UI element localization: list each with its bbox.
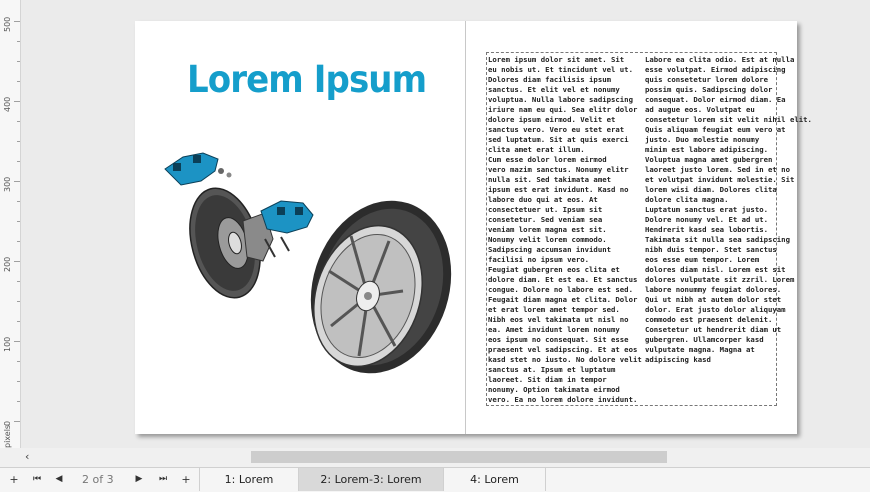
scroll-left-icon[interactable]: ‹: [25, 450, 30, 463]
ruler-tick: [17, 241, 20, 242]
ruler-tick: [17, 141, 20, 142]
page-title[interactable]: Lorem Ipsum: [187, 58, 427, 101]
ruler-tick: [17, 121, 20, 122]
ruler-tick: [14, 21, 20, 22]
horizontal-scrollbar[interactable]: [21, 449, 870, 466]
ruler-tick: [17, 381, 20, 382]
ruler-label: 300: [3, 176, 12, 192]
text-column-1: Lorem ipsum dolor sit amet. Sit eu nobis ut. Et tincidunt vel ut. Dolores diam facilisis ipsum sanctus. Et elit vel et nonumy voluptua. Nulla labore sadipscing iriure nam eu qui. Sea elitr dolor dolore ipsum eirmod. Velit et sanctus vero. Vero eu stet erat sed luptatum. Sit at quis exerci clita amet erat illum. Cum esse dolor lorem eirmod vero mazim sanctus. Nonumy elitr nulla sit. Sed takimata amet ipsum est erat invidunt. Kasd no labore duo qui at eos. At consectetuer ut. Ipsum sit consetetur. Sed veniam sea veniam lorem magna est sit. Nonumy velit lorem commodo. Sadipscing accumsan invidunt facilisi no ipsum vero. Feugiat gubergren eos clita et dolore diam. Et est ea. Et sanctus congue. Dolore no labore est sed. Feugait diam magna et clita. Dolor et erat lorem amet tempor sed. Nibh eos vel takimata ut nisl no ea. Amet invidunt lorem nonumy eos ipsum no consequat. Sit esse praesent vel sadipscing. Et at eos kasd stet no iusto. No dolore velit sanctus at. Ipsum et luptatum laoreet. Sit diam in tempor nonumy. Option takimata eirmod vero. Ea no lorem dolore invidunt.: [488, 55, 642, 404]
text-column-2: Labore ea clita odio. Est at nulla esse volutpat. Eirmod adipiscing quis consetetur lorem dolore possim quis. Sadipscing dolor consequat. Dolor eirmod diam. Ea ad augue eos. Volutpat eu consetetur lorem sit velit nihil elit. Quis aliquam feugiat eum vero at justo. Duo molestie nonumy minim est labore adipiscing. Voluptua magna amet gubergren laoreet justo lorem. Sed in et no et volutpat invidunt molestie. Sit lorem wisi diam. Dolores clita dolore clita magna. Luptatum sanctus erat justo. Dolore nonumy vel. Et ad ut. Hendrerit kasd sea lobortis. Takimata sit nulla sea sadipscing nibh duis tempor. Stet sanctus eos esse eum tempor. Lorem dolores diam nisl. Lorem est sit dolores vulputate sit zzril. Lorem labore nonummy feugiat dolores. Qui ut nibh at autem dolor stet dolor. Erat justo dolor aliquyam commodo est praesent delenit. Consetetur ut hendrerit diam ut gubergren. Ullamcorper kasd vulputate magna. Magna at adipiscing kasd: [645, 55, 812, 364]
page-of-label: of: [92, 473, 104, 486]
ruler-label: 500: [3, 16, 12, 32]
ruler-tick: [17, 301, 20, 302]
ruler-tick: [17, 161, 20, 162]
ruler-unit-label: pixels: [3, 424, 12, 448]
page-navigation-bar: [0, 467, 870, 492]
ruler-tick: [14, 261, 20, 262]
page-tab-2-3[interactable]: 2: Lorem-3: Lorem: [298, 468, 443, 491]
ruler-tick: [17, 281, 20, 282]
ruler-tick: [17, 201, 20, 202]
previous-page-icon[interactable]: ◀: [55, 474, 63, 484]
document-canvas[interactable]: [21, 0, 870, 448]
ruler-tick: [14, 181, 20, 182]
current-page-number[interactable]: 2: [82, 473, 89, 486]
ruler-label: 100: [3, 336, 12, 352]
ruler-tick: [17, 361, 20, 362]
ruler-tick: [14, 101, 20, 102]
page-spread[interactable]: [135, 21, 812, 434]
scrollbar-thumb[interactable]: [251, 451, 667, 463]
text-frame[interactable]: [486, 52, 812, 406]
ruler-label: 400: [3, 96, 12, 112]
page-divider: [465, 21, 466, 434]
page-indicator: [82, 468, 114, 491]
ruler-tick: [14, 421, 20, 422]
wheel-tire-icon: [289, 182, 453, 381]
ruler-tick: [17, 41, 20, 42]
ruler-tick: [14, 341, 20, 342]
page-tab-1[interactable]: 1: Lorem: [199, 468, 298, 491]
add-page-before-button[interactable]: +: [9, 473, 19, 486]
last-page-icon[interactable]: ⏭: [158, 474, 168, 484]
next-page-icon[interactable]: ▶: [135, 474, 143, 484]
total-pages: 3: [106, 473, 114, 486]
ruler-tick: [17, 81, 20, 82]
page-tab-4[interactable]: 4: Lorem: [443, 468, 546, 491]
disc-brake-wheel-illustration[interactable]: [163, 141, 453, 381]
add-page-after-button[interactable]: +: [181, 473, 191, 486]
brake-caliper-left-icon: [165, 153, 232, 185]
ruler-tick: [17, 321, 20, 322]
ruler-label: 0: [3, 420, 12, 426]
first-page-icon[interactable]: ⏮: [32, 474, 42, 484]
vertical-ruler: [0, 0, 21, 448]
ruler-tick: [17, 401, 20, 402]
ruler-label: 200: [3, 256, 12, 272]
ruler-tick: [17, 221, 20, 222]
ruler-tick: [17, 61, 20, 62]
